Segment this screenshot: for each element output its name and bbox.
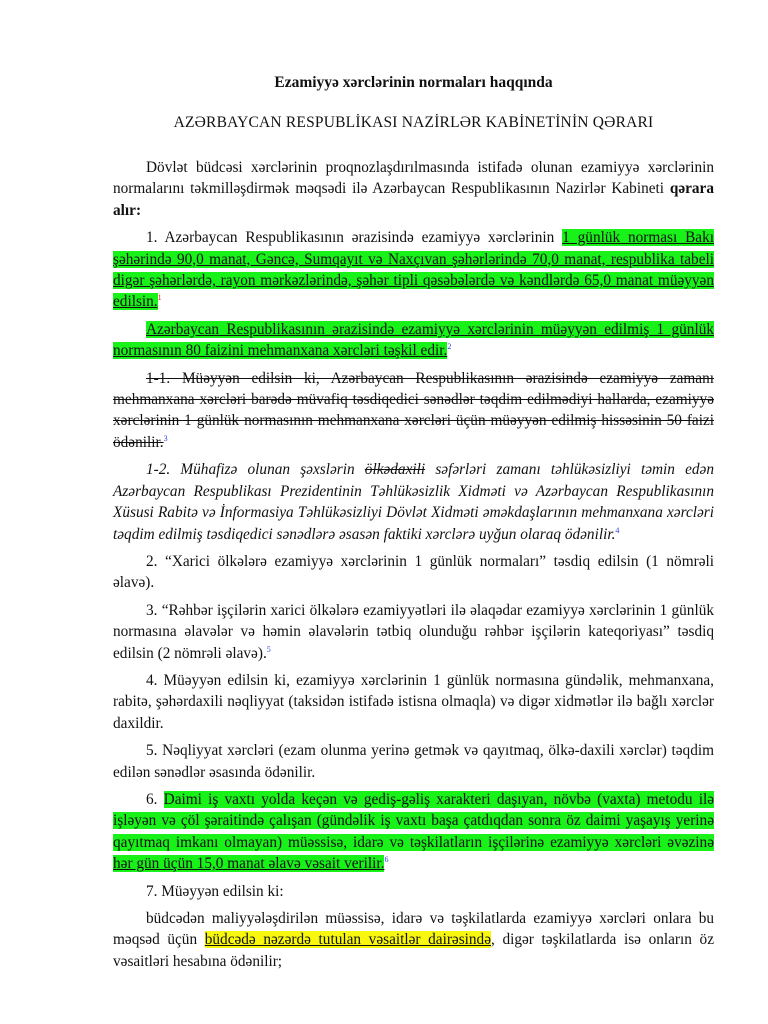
paragraph-1-1-struck-text: 1-1. Müəyyən edilsin ki, Azərbaycan Respublikasının ərazisində ezamiyyə zamanı mehmanxana xərcləri barədə müvafiq təsdiqedici sənədlər təqdim edilmədiyi hallarda, ezamiyyə xərclərinin 1 günlük normasının mehmanxana xərcləri üçün müəyyən edilmiş hissəsinin 50 faizi ödənilir.: [113, 369, 714, 451]
document-subtitle: AZƏRBAYCAN RESPUBLİKASI NAZİRLƏR KABİNETİNİN QƏRARI: [173, 114, 654, 131]
paragraph-6: [113, 789, 714, 875]
paragraph-1-highlight: 1 günlük norması Bakı şəhərində 90,0 manat, Gəncə, Sumqayıt və Naxçıvan şəhərlərində 70,0 manat, respublika tabeli digər şəhərlərdə, rayon mərkəzlərində, şəhər tipli qəsəbələrdə və kəndlərdə 65,0 manat müəyyən edilsin.: [113, 229, 714, 311]
paragraph-7a-highlight: büdcədə nəzərdə tutulan vəsaitlər dairəsində: [204, 931, 491, 949]
footnote-ref-4[interactable]: 4: [615, 525, 620, 535]
paragraph-1-text: 1. Azərbaycan Respublikasının ərazisində ezamiyyə xərclərinin: [146, 229, 563, 247]
paragraph-7a: [113, 908, 714, 972]
footnote-ref-1[interactable]: 1: [157, 293, 162, 303]
paragraph-3: [113, 600, 714, 664]
paragraph-1: [113, 227, 714, 313]
paragraph-7a-pre: büdcədən maliyyələşdirilən müəssisə, idarə və təşkilatlarda ezamiyyə xərcləri onlara bu məqsəd üçün: [113, 910, 714, 949]
paragraph-5: 5. Nəqliyyat xərcləri (ezam olunma yerinə getmək və qayıtmaq, ölkə-daxili xərclər) təqdim edilən sənədlər əsasında ödənilir.: [113, 742, 714, 781]
paragraph-1-2-pre: 1-2. Mühafizə olunan şəxslərin: [146, 461, 365, 479]
paragraph-1b: [113, 319, 714, 362]
footnote-ref-5[interactable]: 5: [266, 644, 271, 654]
paragraph-6-highlight: Daimi iş vaxtı yolda keçən və gediş-gəliş xarakteri daşıyan, növbə (vaxta) metodu ilə işləyən və çöl şəraitində çalışan (gündəlik iş vaxtı başa çatdıqdan sonra öz daimi yaşayış yerinə qayıtmaq imkanı olmayan) müəssisə, idarə və təşkilatların işçilərinə ezamiyyə xərcləri əvəzinə: [113, 790, 714, 851]
paragraph-3-text: 3. “Rəhbər işçilərin xarici ölkələrə ezamiyyətləri ilə əlaqədar ezamiyyə xərclərinin 1 günlük normasına əlavələr və həmin əlavələrin tətbiq olunduğu rəhbər işçilərin kateqoriyası” təsdiq edilsin (2 nömrəli əlavə).: [113, 601, 714, 662]
footnote-ref-6[interactable]: 6: [384, 855, 389, 865]
paragraph-1-2-struck-word: ölkədaxili: [364, 461, 426, 479]
footnote-ref-2[interactable]: 2: [447, 342, 452, 352]
intro-bold: qərara alır:: [113, 180, 714, 219]
paragraph-6-pre: 6.: [146, 790, 164, 808]
paragraph-1-2-post: səfərləri zamanı təhlükəsizliyi təmin edən Azərbaycan Respublikası Prezidentinin Təhlükəsizlik Xidməti və Azərbaycan Respublikasının Xüsusi Rabitə və İnformasiya Təhlükəsizliyi Dövlət Xidməti əməkdaşlarının mehmanxana xərcləri təqdim edilmiş təsdiqedici sənədlərə əsasən faktiki xərclərə uyğun olaraq ödənilir.: [113, 461, 714, 543]
paragraph-4: 4. Müəyyən edilsin ki, ezamiyyə xərclərinin 1 günlük normasına gündəlik, mehmanxana, rabitə, şəhərdaxili nəqliyyat (taksidən istifadə istisna olmaqla) və digər xidmətlər ilə bağlı xərclər daxildir.: [113, 671, 714, 732]
paragraph-1b-highlight: Azərbaycan Respublikasının ərazisində ezamiyyə xərclərinin müəyyən edilmiş 1 günlük normasının 80 faizini mehmanxana xərcləri təşkil edir.: [113, 320, 714, 360]
footnote-ref-3[interactable]: 3: [163, 433, 168, 443]
paragraph-1-1: [113, 368, 714, 454]
paragraph-7: 7. Müəyyən edilsin ki:: [146, 882, 284, 900]
paragraph-2: 2. “Xarici ölkələrə ezamiyyə xərclərinin 1 günlük normaları” təsdiq edilsin (1 nömrəli əlavə).: [113, 552, 714, 592]
intro-paragraph: [113, 157, 714, 221]
paragraph-6-highlight-2: hər gün üçün 15,0 manat əlavə vəsait verilir.: [113, 855, 385, 873]
document-title: Ezamiyyə xərclərinin normaları haqqında: [274, 74, 553, 91]
intro-text: Dövlət büdcəsi xərclərinin proqnozlaşdırılmasında istifadə olunan ezamiyyə xərclərinin normalarını təkmilləşdirmək məqsədi ilə Azərbaycan Respublikasının Nazirlər Kabineti: [113, 159, 714, 198]
paragraph-1-2: [113, 459, 714, 545]
paragraph-7a-post: , digər təşkilatlarda isə onların öz vəsaitləri hesabına ödənilir;: [113, 931, 714, 970]
